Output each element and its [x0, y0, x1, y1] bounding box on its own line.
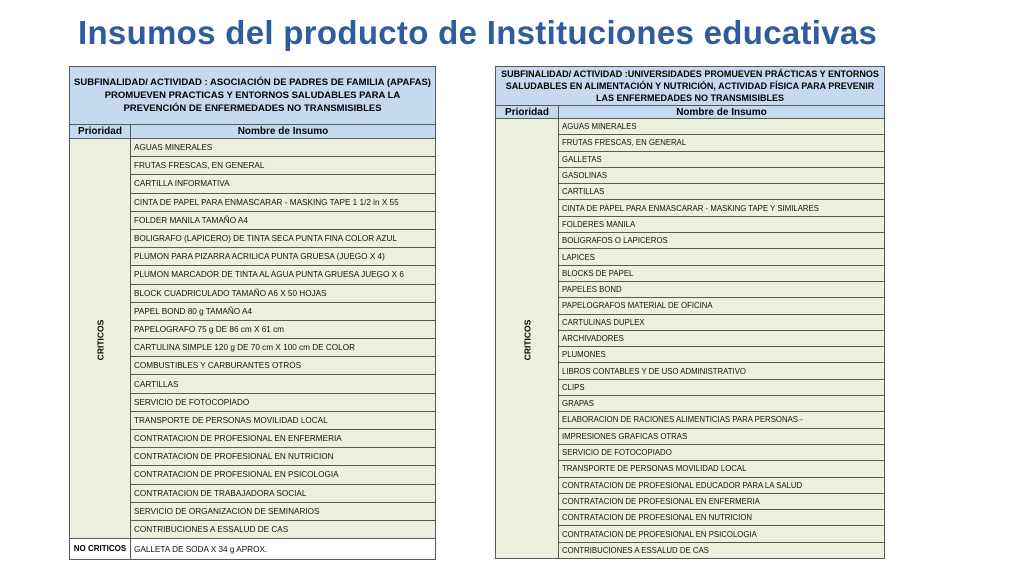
table-row	[70, 139, 436, 157]
insumo-cell: PLUMONES	[559, 347, 885, 363]
insumo-cell: LIBROS CONTABLES Y DE USO ADMINISTRATIVO	[559, 363, 885, 379]
insumo-cell: FOLDERES MANILA	[559, 216, 885, 232]
priority-cell-no-criticos: NO CRITICOS	[70, 539, 131, 560]
insumo-cell: PAPELOGRAFOS MATERIAL DE OFICINA	[559, 298, 885, 314]
table-header: SUBFINALIDAD/ ACTIVIDAD : ASOCIACIÓN DE PADRES DE FAMILIA (APAFAS) PROMUEVEN PRACTICAS Y ENTORNOS SALUDABLES PARA LA PREVENCIÓN DE ENFERMEDADES NO TRANSMISIBLES	[70, 67, 436, 125]
insumo-cell: CARTULINA SIMPLE 120 g DE 70 cm X 100 cm DE COLOR	[131, 339, 436, 357]
insumo-cell: CONTRATACION DE PROFESIONAL EN ENFERMERIA	[559, 493, 885, 509]
insumo-cell: GASOLINAS	[559, 167, 885, 183]
insumo-cell: SERVICIO DE FOTOCOPIADO	[559, 444, 885, 460]
priority-cell-criticos	[496, 119, 559, 559]
insumo-cell: CONTRATACION DE PROFESIONAL EDUCADOR PARA LA SALUD	[559, 477, 885, 493]
insumo-cell: ELABORACION DE RACIONES ALIMENTICIAS PARA PERSONAS -	[559, 412, 885, 428]
insumo-cell: FRUTAS FRESCAS, EN GENERAL	[131, 157, 436, 175]
insumo-cell: CINTA DE PAPEL PARA ENMASCARAR - MASKING TAPE 1 1/2 in X 55	[131, 193, 436, 211]
insumo-cell: CONTRIBUCIONES A ESSALUD DE CAS	[131, 520, 436, 538]
insumo-cell: GALLETAS	[559, 151, 885, 167]
insumo-cell: PAPELES BOND	[559, 281, 885, 297]
insumo-cell: PLUMON PARA PIZARRA ACRILICA PUNTA GRUESA (JUEGO X 4)	[131, 248, 436, 266]
insumo-cell: CARTULINAS DUPLEX	[559, 314, 885, 330]
insumo-cell: CONTRATACION DE PROFESIONAL EN PSICOLOGIA	[559, 526, 885, 542]
insumo-cell: BLOCKS DE PAPEL	[559, 265, 885, 281]
insumo-cell: TRANSPORTE DE PERSONAS MOVILIDAD LOCAL	[131, 411, 436, 429]
insumo-cell: CONTRATACION DE PROFESIONAL EN ENFERMERIA	[131, 430, 436, 448]
insumo-cell: TRANSPORTE DE PERSONAS MOVILIDAD LOCAL	[559, 461, 885, 477]
insumo-cell: CONTRATACION DE PROFESIONAL EN NUTRICION	[559, 510, 885, 526]
column-header-priority: Prioridad	[496, 106, 559, 119]
priority-label: CRITICOS	[522, 319, 532, 360]
insumo-cell: GRAPAS	[559, 396, 885, 412]
insumo-cell: CONTRATACION DE PROFESIONAL EN NUTRICION	[131, 448, 436, 466]
insumo-cell: BLOCK CUADRICULADO TAMAÑO A6 X 50 HOJAS	[131, 284, 436, 302]
insumo-cell: CINTA DE PAPEL PARA ENMASCARAR - MASKING TAPE Y SIMILARES	[559, 200, 885, 216]
insumo-cell: SERVICIO DE FOTOCOPIADO	[131, 393, 436, 411]
table-row	[70, 539, 436, 560]
table-row	[496, 119, 885, 135]
insumo-cell: AGUAS MINERALES	[131, 139, 436, 157]
apafas-insumos-table	[69, 66, 436, 560]
column-header-priority: Prioridad	[70, 125, 131, 139]
insumo-cell: CONTRATACION DE PROFESIONAL EN PSICOLOGIA	[131, 466, 436, 484]
insumo-cell: AGUAS MINERALES	[559, 119, 885, 135]
priority-cell-criticos	[70, 139, 131, 539]
insumo-cell: SERVICIO DE ORGANIZACION DE SEMINARIOS	[131, 502, 436, 520]
insumo-cell: COMBUSTIBLES Y CARBURANTES OTROS	[131, 357, 436, 375]
page-title: Insumos del producto de Instituciones educativas	[78, 14, 878, 51]
priority-label: CRITICOS	[95, 319, 105, 360]
insumo-cell: CARTILLAS	[559, 184, 885, 200]
column-header-name: Nombre de Insumo	[131, 125, 436, 139]
insumo-cell: GALLETA DE SODA X 34 g APROX.	[131, 539, 436, 560]
insumo-cell: PAPELOGRAFO 75 g DE 86 cm X 61 cm	[131, 320, 436, 338]
insumo-cell: CARTILLAS	[131, 375, 436, 393]
insumo-cell: PAPEL BOND 80 g TAMAÑO A4	[131, 302, 436, 320]
insumo-cell: IMPRESIONES GRAFICAS OTRAS	[559, 428, 885, 444]
insumo-cell: ARCHIVADORES	[559, 330, 885, 346]
insumo-cell: CONTRIBUCIONES A ESSALUD DE CAS	[559, 542, 885, 558]
insumo-cell: BOLIGRAFOS O LAPICEROS	[559, 233, 885, 249]
insumo-cell: BOLIGRAFO (LAPICERO) DE TINTA SECA PUNTA FINA COLOR AZUL	[131, 229, 436, 247]
table-header: SUBFINALIDAD/ ACTIVIDAD :UNIVERSIDADES PROMUEVEN PRÁCTICAS Y ENTORNOS SALUDABLES EN ALIMENTACIÓN Y NUTRICIÓN, ACTIVIDAD FÍSICA PARA PREVENIR LAS ENFERMEDADES NO TRANSMISIBLES	[496, 67, 885, 106]
column-header-name: Nombre de Insumo	[559, 106, 885, 119]
insumo-cell: CARTILLA INFORMATIVA	[131, 175, 436, 193]
insumo-cell: LAPICES	[559, 249, 885, 265]
insumo-cell: PLUMON MARCADOR DE TINTA AL AGUA PUNTA GRUESA JUEGO X 6	[131, 266, 436, 284]
universidades-insumos-table	[495, 66, 885, 559]
insumo-cell: FOLDER MANILA TAMAÑO A4	[131, 211, 436, 229]
insumo-cell: FRUTAS FRESCAS, EN GENERAL	[559, 135, 885, 151]
insumo-cell: CONTRATACION DE TRABAJADORA SOCIAL	[131, 484, 436, 502]
insumo-cell: CLIPS	[559, 379, 885, 395]
